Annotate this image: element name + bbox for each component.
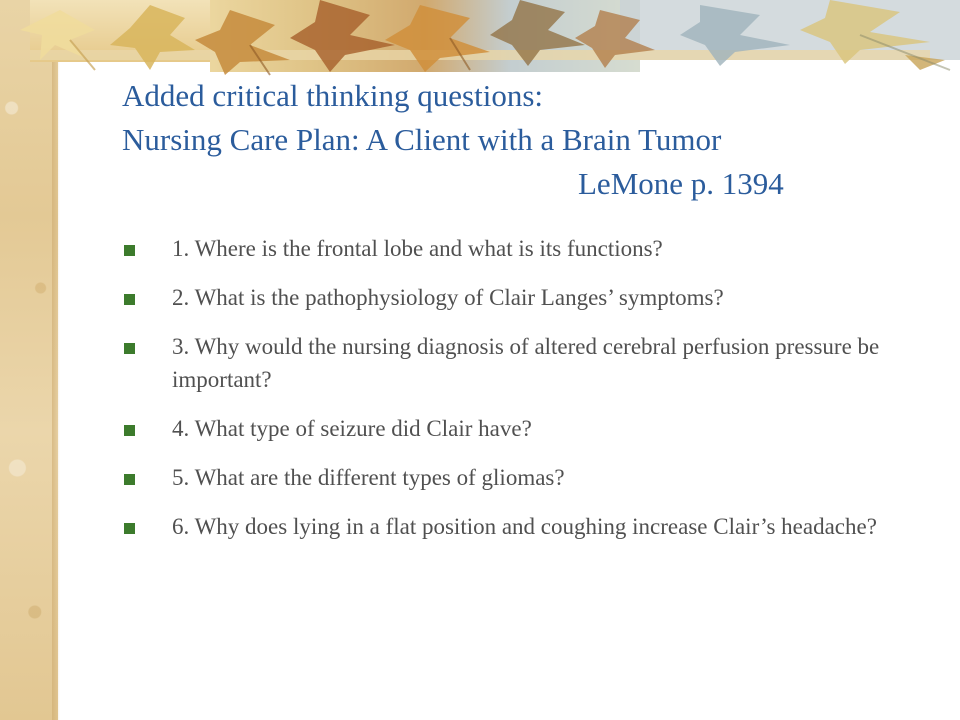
question-item	[122, 232, 922, 265]
square-bullet-icon	[124, 343, 135, 354]
question-text: 3. Why would the nursing diagnosis of altered cerebral perfusion pressure be important?	[172, 334, 880, 392]
question-item	[122, 330, 922, 396]
question-text: 6. Why does lying in a flat position and coughing increase Clair’s headache?	[172, 514, 877, 539]
square-bullet-icon	[124, 474, 135, 485]
square-bullet-icon	[124, 294, 135, 305]
square-bullet-icon	[124, 523, 135, 534]
question-text: 4. What type of seizure did Clair have?	[172, 416, 532, 441]
question-text: 5. What are the different types of gliomas?	[172, 465, 565, 490]
question-text: 2. What is the pathophysiology of Clair Langes’ symptoms?	[172, 285, 724, 310]
question-item	[122, 510, 922, 543]
question-text: 1. Where is the frontal lobe and what is its functions?	[172, 236, 663, 261]
square-bullet-icon	[124, 425, 135, 436]
title-line-3: LeMone p. 1394	[578, 166, 784, 201]
title-line-1: Added critical thinking questions:	[122, 78, 544, 113]
slide-title	[122, 74, 922, 206]
question-list	[122, 232, 922, 559]
square-bullet-icon	[124, 245, 135, 256]
question-item	[122, 461, 922, 494]
question-item	[122, 412, 922, 445]
question-item	[122, 281, 922, 314]
title-line-2: Nursing Care Plan: A Client with a Brain Tumor	[122, 122, 722, 157]
